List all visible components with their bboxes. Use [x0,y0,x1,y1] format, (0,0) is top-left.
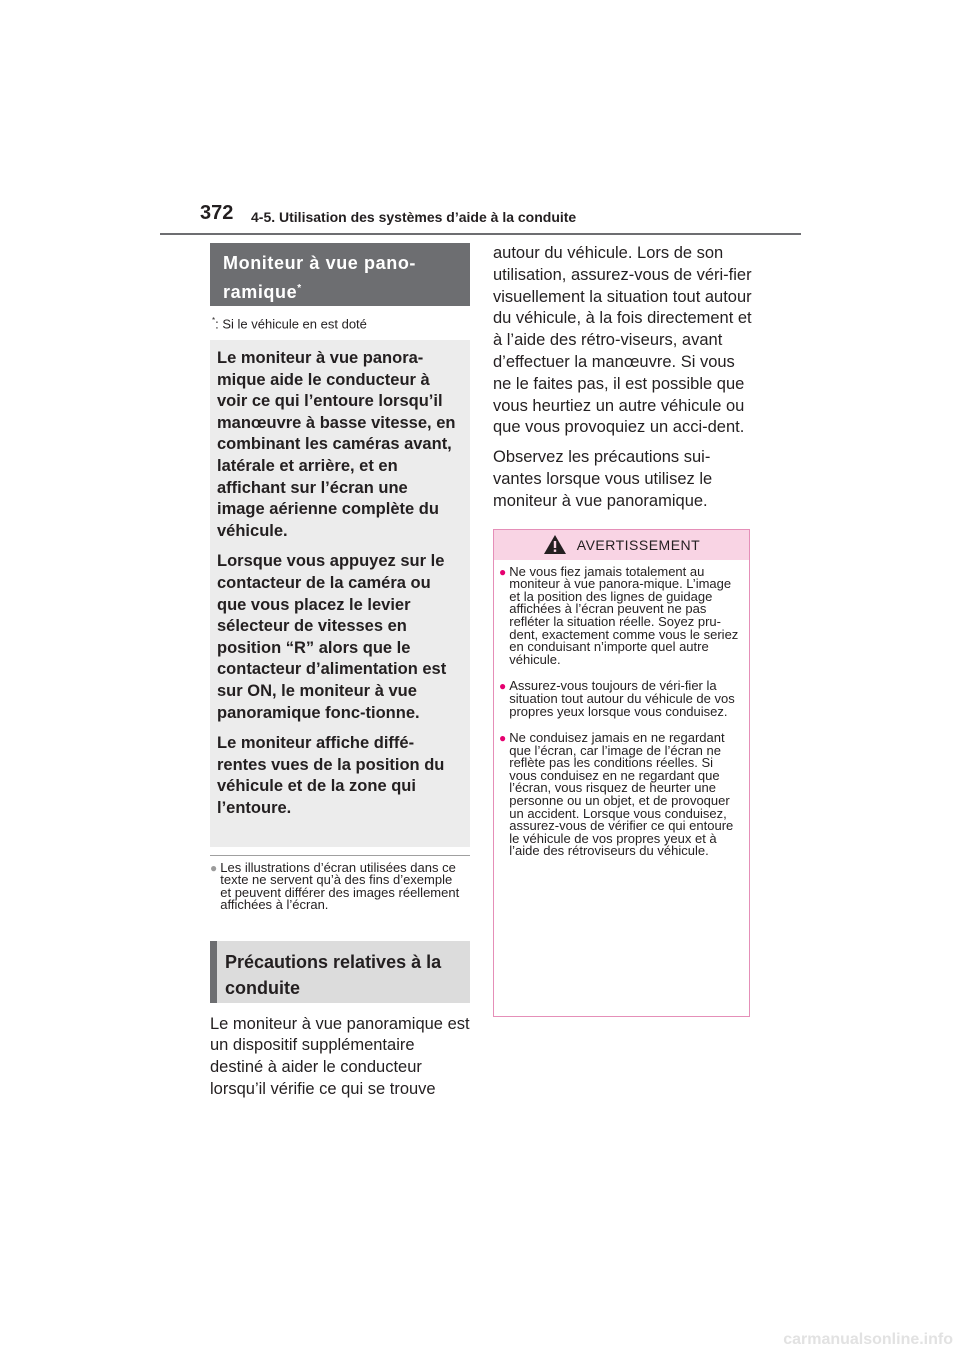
footnote-text: : Si le véhicule en est doté [215,316,367,332]
warning-item [499,732,739,858]
note-divider [210,855,470,856]
heading-line2: ramique [223,282,298,302]
bullet-icon: ● [499,564,507,579]
bullet-icon: ● [499,731,507,746]
body-paragraph-left: Le moniteur à vue panoramique est un dispositif supplémentaire destiné à aider le conducteur lorsqu’il vérifie ce qui se trouve [210,1014,470,1099]
heading-line1: Moniteur à vue pano- [223,253,417,273]
header-rule [160,233,801,235]
chapter-title: 4-5. Utilisation des systèmes d’aide à la conduite [251,209,577,225]
right-column [493,243,755,1017]
note-text: Les illustrations d’écran utilisées dans ce texte ne servent qu’à des fins d’exemple et peuvent différer des images réellement affichées à l’écran. [220,860,460,913]
summary-box [210,340,470,847]
warning-triangle-icon [543,534,567,555]
warning-text: Ne vous fiez jamais totalement au moniteur à vue panora-mique. L’image et la position des lignes de guidage affichées à l’écran peuvent ne pas refléter la situation réelle. Soyez pru-dent, exactement comme vous le seriez en conduisant n’importe quel autre véhicule. [509,563,739,667]
footnote-asterisk: * [212,316,216,325]
body-paragraph-right-2: Observez les précautions sui-vantes lorsque vous utilisez le moniteur à vue panoramique. [493,448,713,510]
body-paragraph-right: autour du véhicule. Lors de son utilisation, assurez-vous de véri-fier visuellement la situation tout autour du véhicule, à la fois directement et à l’aide des rétro-viseurs, avant d’effectuer la manœuvre. Si vous ne le faites pas, il est possible que vous heurtiez un autre véhicule ou que vous provoquiez un acci-dent. [493,244,752,437]
warning-item [499,563,739,667]
section-heading-panoramic-monitor [210,243,470,306]
page-number: 372 [200,202,234,224]
warning-item [499,680,739,718]
footnote [212,316,470,336]
summary-paragraph: Lorsque vous appuyez sur le contacteur de la caméra ou que vous placez le levier sélecteur de vitesses en position “R” alors que le contacteur d’alimentation est sur ON, le moniteur à vue panoramique fonc-tionne. [217,552,447,722]
summary-paragraph: Le moniteur affiche diffé-rentes vues de la position du véhicule et de la zone qui l’entoure. [217,734,445,817]
left-column [210,243,470,1101]
warning-header [494,530,749,560]
warning-text: Assurez-vous toujours de véri-fier la situation tout autour du véhicule de vos propres yeux lorsque vous conduisez. [509,678,735,719]
bullet-icon: ● [499,679,507,694]
summary-paragraph: Le moniteur à vue panora-mique aide le conducteur à voir ce qui l’entoure lorsqu’il manœuvre à basse vitesse, en combinant les caméras avant, latérale et arrière, et en affichant sur l’écran une image aérienne complète du véhicule. [217,349,456,540]
heading-asterisk: * [297,283,302,294]
note-item [210,862,470,912]
watermark: carmanualsonline.info [783,1331,953,1348]
warning-box [493,529,750,1017]
warning-text: Ne conduisez jamais en ne regardant que l’écran, car l’image de l’écran ne reflète pas les conditions réelles. Si vous conduisez en ne regardant que l’écran, vous risquez de heurter une personne ou un objet, et de provoquer un accident. Lorsque vous conduisez, assurez-vous de vérifier ce qui entoure le véhicule de vos propres yeux et à l’aide des rétroviseurs du véhicule. [509,730,734,859]
warning-body [494,560,749,878]
section-heading-driving-precautions: Précautions relatives à la conduite [210,941,470,1003]
warning-title: AVERTISSEMENT [576,536,701,553]
bullet-icon: ● [210,861,218,875]
